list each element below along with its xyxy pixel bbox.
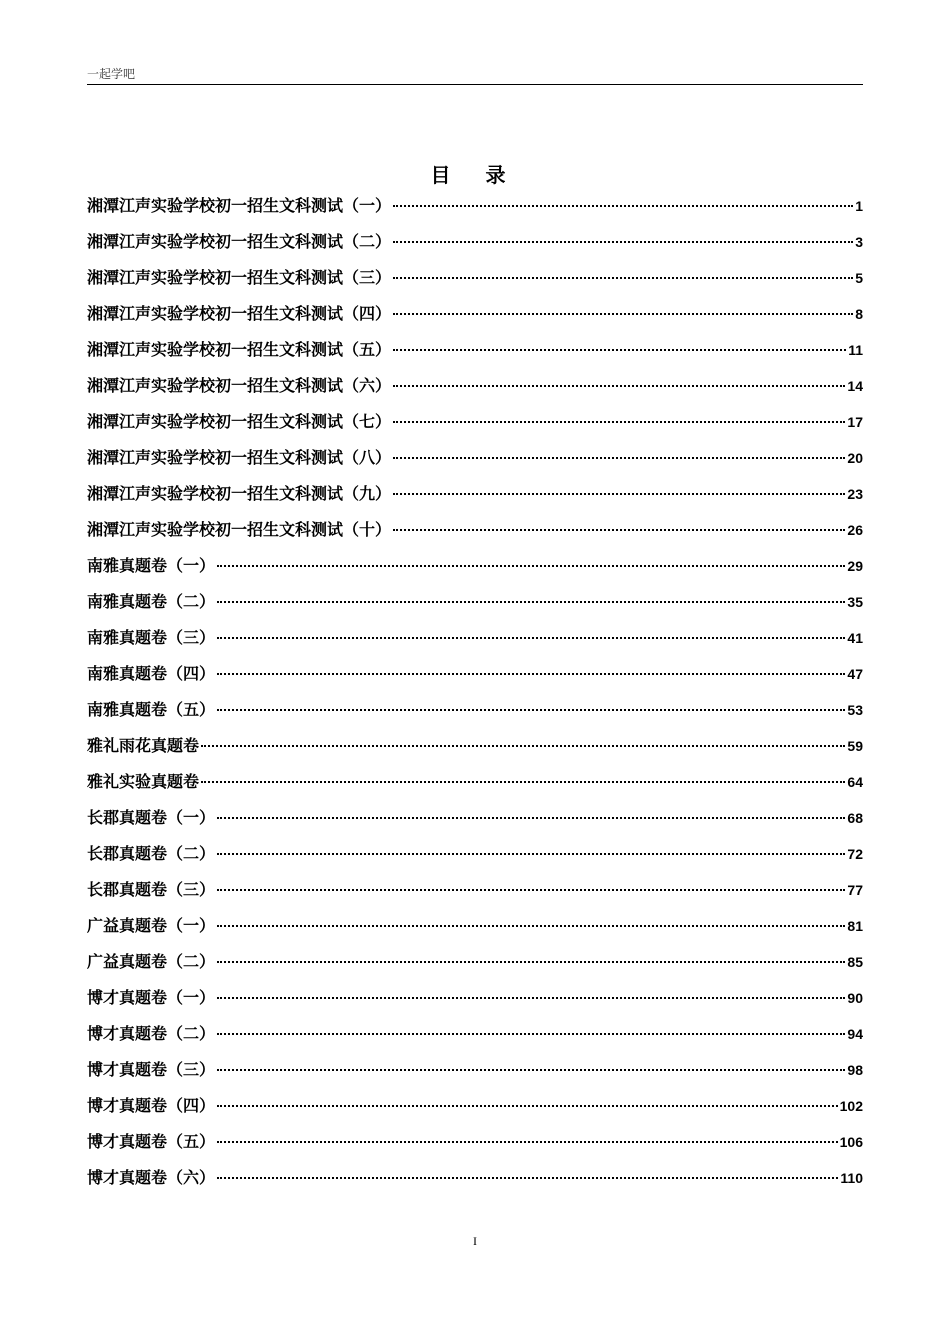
toc-dot-leader bbox=[217, 995, 845, 999]
toc-entry[interactable] bbox=[87, 1160, 863, 1196]
toc-dot-leader bbox=[393, 491, 845, 495]
toc-entry[interactable] bbox=[87, 656, 863, 692]
toc-entry[interactable] bbox=[87, 1124, 863, 1160]
toc-entry[interactable] bbox=[87, 584, 863, 620]
toc-entry-title: 广益真题卷（二） bbox=[87, 952, 216, 971]
toc-entry-page-number: 77 bbox=[847, 882, 863, 898]
toc-entry-title: 南雅真题卷（三） bbox=[87, 628, 216, 647]
toc-entry-title: 湘潭江声实验学校初一招生文科测试（十） bbox=[87, 520, 392, 539]
toc-dot-leader bbox=[217, 923, 845, 927]
toc-dot-leader bbox=[217, 887, 845, 891]
toc-entry-title: 雅礼实验真题卷 bbox=[87, 772, 200, 791]
toc-entry-title: 博才真题卷（三） bbox=[87, 1060, 216, 1079]
toc-dot-leader bbox=[201, 779, 845, 783]
toc-entry-page-number: 47 bbox=[847, 666, 863, 682]
toc-dot-leader bbox=[217, 1175, 838, 1179]
toc-entry-title: 长郡真题卷（三） bbox=[87, 880, 216, 899]
toc-entry[interactable] bbox=[87, 188, 863, 224]
toc-entry[interactable] bbox=[87, 332, 863, 368]
toc-entry[interactable] bbox=[87, 368, 863, 404]
toc-entry[interactable] bbox=[87, 692, 863, 728]
toc-entry-page-number: 11 bbox=[848, 342, 863, 358]
toc-entry[interactable] bbox=[87, 1088, 863, 1124]
toc-dot-leader bbox=[217, 671, 845, 675]
toc-entry-page-number: 98 bbox=[847, 1062, 863, 1078]
toc-entry[interactable] bbox=[87, 476, 863, 512]
page-title: 目 录 bbox=[430, 163, 520, 187]
toc-entry[interactable] bbox=[87, 224, 863, 260]
toc-dot-leader bbox=[217, 851, 845, 855]
toc-entry[interactable] bbox=[87, 908, 863, 944]
toc-dot-leader bbox=[393, 275, 853, 279]
toc-entry-title: 长郡真题卷（二） bbox=[87, 844, 216, 863]
toc-dot-leader bbox=[217, 635, 845, 639]
toc-entry[interactable] bbox=[87, 548, 863, 584]
toc-entry-title: 博才真题卷（五） bbox=[87, 1132, 216, 1151]
toc-dot-leader bbox=[393, 383, 845, 387]
toc-entry-title: 湘潭江声实验学校初一招生文科测试（八） bbox=[87, 448, 392, 467]
toc-entry-page-number: 72 bbox=[847, 846, 863, 862]
toc-entry[interactable] bbox=[87, 944, 863, 980]
toc-entry[interactable] bbox=[87, 728, 863, 764]
toc-entry-page-number: 94 bbox=[847, 1026, 863, 1042]
toc-entry-page-number: 20 bbox=[847, 450, 863, 466]
toc-dot-leader bbox=[393, 455, 845, 459]
toc-entry-title: 长郡真题卷（一） bbox=[87, 808, 216, 827]
toc-dot-leader bbox=[217, 815, 845, 819]
toc-entry-page-number: 5 bbox=[855, 270, 863, 286]
toc-entry-title: 雅礼雨花真题卷 bbox=[87, 736, 200, 755]
toc-entry-title: 湘潭江声实验学校初一招生文科测试（七） bbox=[87, 412, 392, 431]
toc-dot-leader bbox=[393, 419, 845, 423]
toc-entry-page-number: 81 bbox=[847, 918, 863, 934]
toc-entry-title: 博才真题卷（一） bbox=[87, 988, 216, 1007]
footer-page-number: I bbox=[473, 1234, 477, 1248]
toc-entry-page-number: 8 bbox=[855, 306, 863, 322]
toc-entry[interactable] bbox=[87, 1016, 863, 1052]
toc-entry[interactable] bbox=[87, 404, 863, 440]
toc-entry[interactable] bbox=[87, 260, 863, 296]
toc-dot-leader bbox=[217, 599, 845, 603]
toc-entry[interactable] bbox=[87, 872, 863, 908]
toc-entry-page-number: 85 bbox=[847, 954, 863, 970]
toc-entry-title: 博才真题卷（六） bbox=[87, 1168, 216, 1187]
toc-entry-page-number: 64 bbox=[847, 774, 863, 790]
toc-dot-leader bbox=[393, 527, 845, 531]
table-of-contents bbox=[87, 188, 863, 1196]
toc-entry-title: 湘潭江声实验学校初一招生文科测试（一） bbox=[87, 196, 392, 215]
toc-entry-title: 南雅真题卷（五） bbox=[87, 700, 216, 719]
toc-entry-title: 湘潭江声实验学校初一招生文科测试（四） bbox=[87, 304, 392, 323]
toc-entry[interactable] bbox=[87, 440, 863, 476]
toc-entry-title: 湘潭江声实验学校初一招生文科测试（三） bbox=[87, 268, 392, 287]
toc-dot-leader bbox=[217, 1103, 838, 1107]
toc-entry-title: 湘潭江声实验学校初一招生文科测试（五） bbox=[87, 340, 392, 359]
toc-entry-title: 博才真题卷（二） bbox=[87, 1024, 216, 1043]
toc-dot-leader bbox=[217, 707, 845, 711]
toc-entry-page-number: 17 bbox=[847, 414, 863, 430]
toc-entry-title: 湘潭江声实验学校初一招生文科测试（六） bbox=[87, 376, 392, 395]
toc-entry-page-number: 68 bbox=[847, 810, 863, 826]
toc-entry[interactable] bbox=[87, 800, 863, 836]
header-text: 一起学吧 bbox=[87, 67, 136, 81]
toc-dot-leader bbox=[217, 1139, 838, 1143]
toc-entry-page-number: 53 bbox=[847, 702, 863, 718]
toc-entry[interactable] bbox=[87, 620, 863, 656]
toc-dot-leader bbox=[393, 203, 853, 207]
toc-entry-page-number: 1 bbox=[855, 198, 863, 214]
toc-entry-title: 湘潭江声实验学校初一招生文科测试（九） bbox=[87, 484, 392, 503]
toc-entry-title: 广益真题卷（一） bbox=[87, 916, 216, 935]
page-header bbox=[87, 66, 863, 85]
toc-entry-page-number: 59 bbox=[847, 738, 863, 754]
toc-entry-title: 南雅真题卷（一） bbox=[87, 556, 216, 575]
toc-dot-leader bbox=[217, 1067, 845, 1071]
toc-entry[interactable] bbox=[87, 1052, 863, 1088]
toc-entry[interactable] bbox=[87, 512, 863, 548]
toc-dot-leader bbox=[393, 311, 853, 315]
toc-dot-leader bbox=[393, 347, 846, 351]
toc-entry-page-number: 35 bbox=[847, 594, 863, 610]
toc-dot-leader bbox=[393, 239, 853, 243]
toc-dot-leader bbox=[217, 959, 845, 963]
toc-dot-leader bbox=[217, 563, 845, 567]
toc-entry-title: 湘潭江声实验学校初一招生文科测试（二） bbox=[87, 232, 392, 251]
toc-entry-title: 南雅真题卷（四） bbox=[87, 664, 216, 683]
toc-entry-page-number: 106 bbox=[839, 1134, 863, 1150]
toc-entry-page-number: 90 bbox=[847, 990, 863, 1006]
toc-entry-page-number: 110 bbox=[840, 1170, 863, 1186]
toc-entry-title: 南雅真题卷（二） bbox=[87, 592, 216, 611]
toc-entry[interactable] bbox=[87, 836, 863, 872]
toc-entry-title: 博才真题卷（四） bbox=[87, 1096, 216, 1115]
toc-dot-leader bbox=[217, 1031, 845, 1035]
toc-entry[interactable] bbox=[87, 980, 863, 1016]
toc-entry[interactable] bbox=[87, 764, 863, 800]
toc-entry-page-number: 23 bbox=[847, 486, 863, 502]
toc-entry-page-number: 26 bbox=[847, 522, 863, 538]
toc-entry-page-number: 41 bbox=[847, 630, 863, 646]
toc-entry-page-number: 29 bbox=[847, 558, 863, 574]
toc-entry-page-number: 3 bbox=[855, 234, 863, 250]
toc-dot-leader bbox=[201, 743, 845, 747]
toc-entry-page-number: 14 bbox=[847, 378, 863, 394]
toc-entry-page-number: 102 bbox=[839, 1098, 863, 1114]
toc-entry[interactable] bbox=[87, 296, 863, 332]
